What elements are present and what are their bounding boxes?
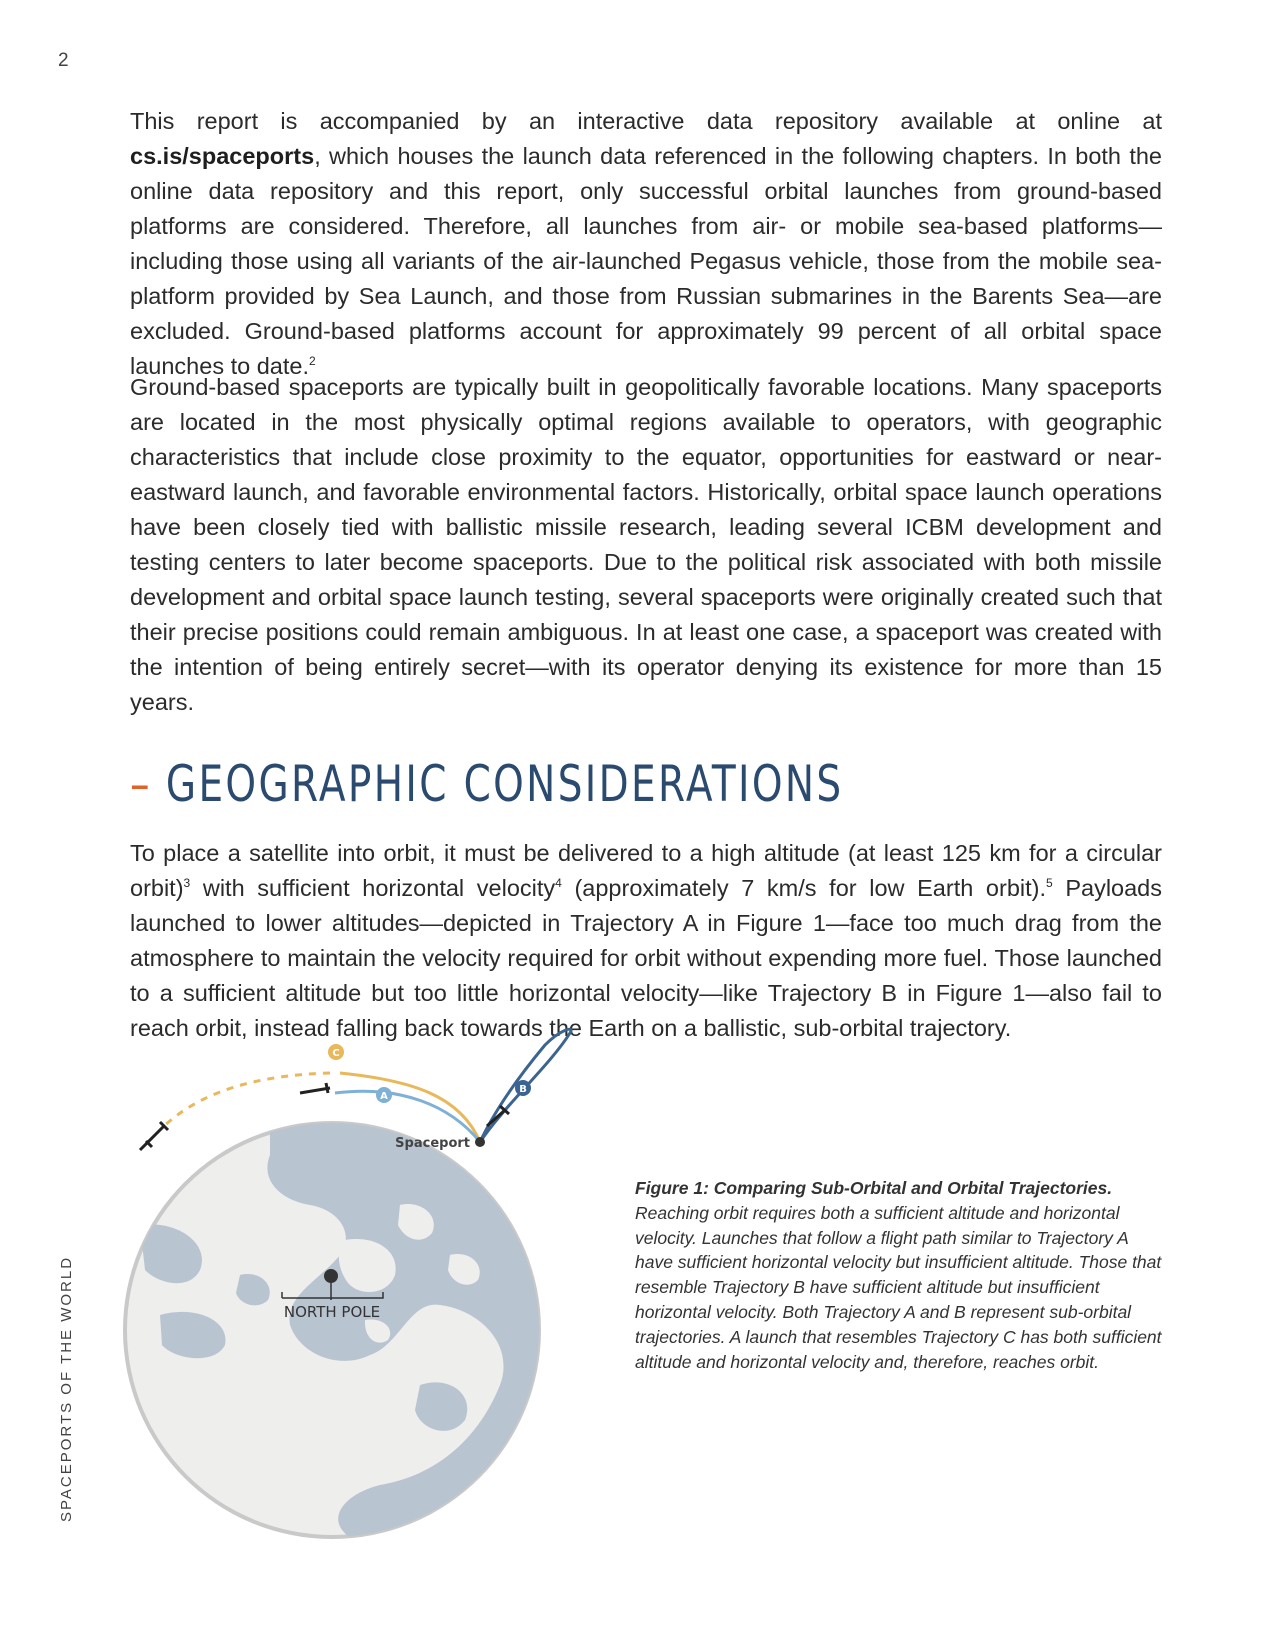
orbit-text-1: To place a satellite into orbit, it must be delivered to a high altitude (at least 125 km for a circular orbit) <box>130 840 1162 901</box>
badge-b-label: B <box>519 1084 527 1095</box>
orbit-text-3: (approximately 7 km/s for low Earth orbit). <box>561 875 1046 901</box>
rocket-a-icon <box>300 1083 330 1093</box>
badge-c-label: C <box>332 1048 340 1059</box>
footnote-ref-5[interactable]: 5 <box>1046 876 1053 891</box>
footnote-ref-3[interactable]: 3 <box>183 876 191 891</box>
orbit-text-4: Payloads launched to lower altitudes—depicted in Trajectory A in Figure 1—face too much drag from the atmosphere to maintain the velocity required for orbit without expending more fuel. Those launched to a sufficient altitude but too little horizontal velocity—like Trajectory B in Figure 1—also fail to reach orbit, instead falling back towards the Earth on a ballistic, sub-orbital trajectory. <box>130 875 1162 1041</box>
heading-title: GEOGRAPHIC CONSIDERATIONS <box>165 755 844 813</box>
repository-link[interactable]: cs.is/spaceports <box>130 143 315 169</box>
footnote-ref-4[interactable]: 4 <box>555 876 562 891</box>
intro-text-end: , which houses the launch data referenced in the following chapters. In both the online data repository and this report, only successful orbital launches from ground-based platforms are considered. Therefore, all launches from air- or mobile sea-based platforms—including those using all variants of the air-launched Pegasus vehicle, those from the mobile sea-platform provided by Sea Launch, and those from Russian submarines in the Barents Sea—are excluded. Ground-based platforms account for approximately 99 percent of all orbital space launches to date. <box>130 143 1162 379</box>
north-pole-label: NORTH POLE <box>283 1303 381 1321</box>
page-number: 2 <box>58 50 69 71</box>
badge-a-label: A <box>380 1091 388 1102</box>
running-title: SPACEPORTS OF THE WORLD <box>58 1255 75 1522</box>
north-pole-dot <box>324 1269 338 1283</box>
figure-caption <box>635 1176 1167 1374</box>
caption-body: Reaching orbit requires both a sufficient altitude and horizontal velocity. Launches that follow a flight path similar to Trajectory A have sufficient horizontal velocity but insufficient altitude. Those that resemble Trajectory B have sufficient altitude but insufficient horizontal velocity. Both Trajectory A and B represent sub-orbital trajectories. A launch that resembles Trajectory C has both sufficient altitude and horizontal velocity and, therefore, reaches orbit. <box>635 1202 1162 1372</box>
intro-paragraph <box>130 104 1162 384</box>
footnote-ref-2[interactable]: 2 <box>309 354 316 369</box>
trajectory-figure <box>120 1048 620 1555</box>
intro-text-start: This report is accompanied by an interactive data repository available at online at <box>130 108 1162 134</box>
caption-title: Figure 1: Comparing Sub-Orbital and Orbital Trajectories. <box>635 1178 1113 1198</box>
spaceport-label: Spaceport <box>395 1136 470 1151</box>
orbit-requirements-paragraph <box>130 836 1162 1046</box>
spaceport-locations-paragraph: Ground-based spaceports are typically built in geopolitically favorable locations. Many spaceports are located in the most physically optimal regions available to operators, with geographic characteristics that include close proximity to the equator, opportunities for eastward or near-eastward launch, and favorable environmental factors. Historically, orbital space launch operations have been closely tied with ballistic missile research, leading several ICBM development and testing centers to later become spaceports. Due to the political risk associated with both missile development and orbital space launch testing, several spaceports were originally created such that their precise positions could remain ambiguous. In at least one case, a spaceport was created with the intention of being entirely secret—with its operator denying its existence for more than 15 years. <box>130 374 1162 715</box>
trajectory-c-dashed <box>160 1073 330 1130</box>
rocket-c-icon <box>140 1122 168 1150</box>
section-heading <box>130 755 843 813</box>
heading-dash: – <box>130 755 152 813</box>
orbit-text-2: with sufficient horizontal velocity <box>190 875 556 901</box>
spaceport-dot <box>475 1137 485 1147</box>
